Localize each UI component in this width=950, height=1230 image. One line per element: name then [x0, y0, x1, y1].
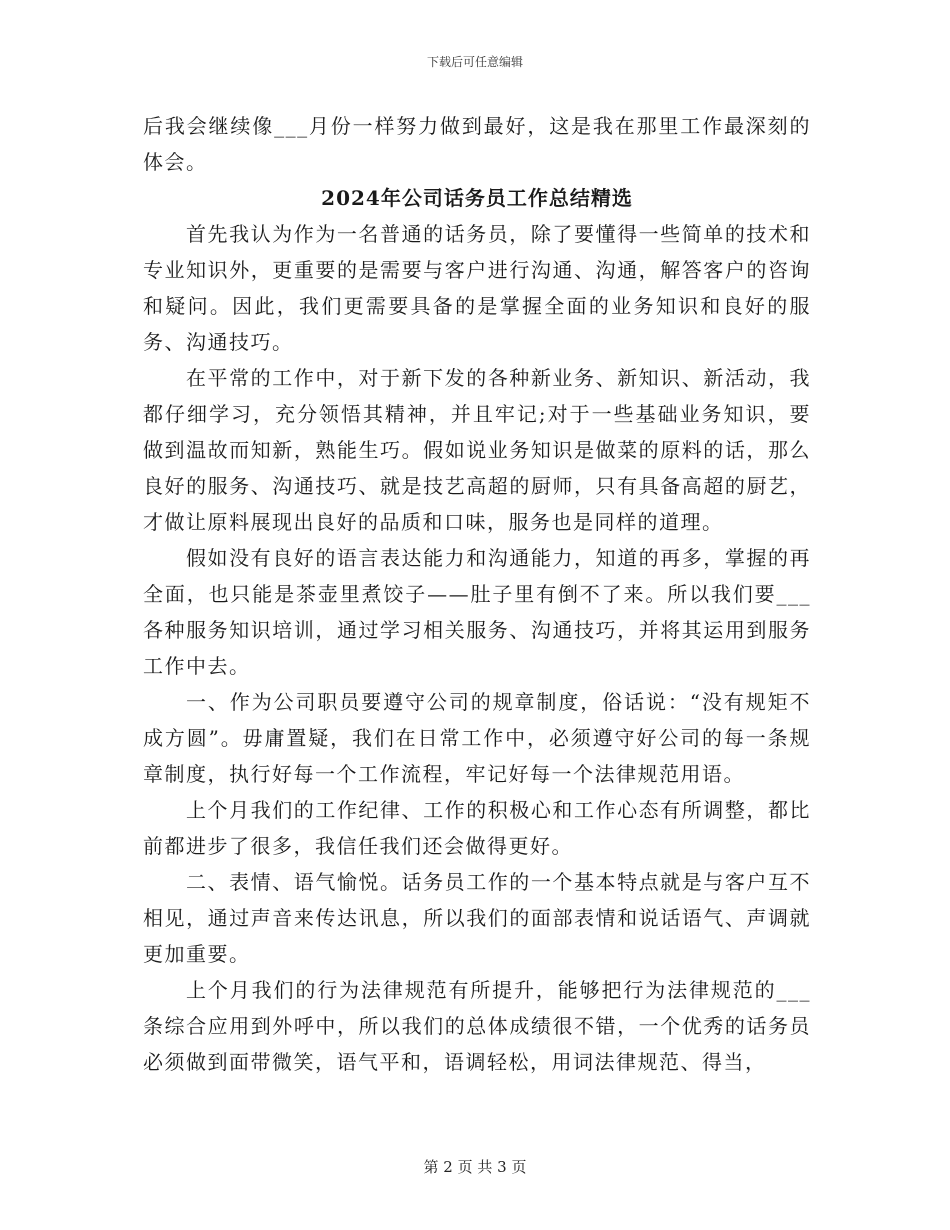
paragraph: 上个月我们的工作纪律、工作的积极心和工作心态有所调整，都比前都进步了很多，我信任我们还会做得更好。	[143, 798, 811, 858]
paragraph: 首先我认为作为一名普通的话务员，除了要懂得一些简单的技术和专业知识外，更重要的是需要与客户进行沟通、沟通，解答客户的咨询和疑问。因此，我们更需要具备的是掌握全面的业务知识和良好的服务、沟通技巧。	[143, 222, 811, 354]
intro-fragment: 后我会继续像___月份一样努力做到最好，这是我在那里工作最深刻的体会。	[143, 114, 811, 174]
document-body	[143, 108, 811, 1080]
header-note: 下载后可任意编辑	[426, 55, 523, 69]
paragraph: 二、表情、语气愉悦。话务员工作的一个基本特点就是与客户互不相见，通过声音来传达讯息，所以我们的面部表情和说话语气、声调就更加重要。	[143, 870, 811, 966]
paragraph: 一、作为公司职员要遵守公司的规章制度，俗话说：“没有规矩不成方圆”。毋庸置疑，我们在日常工作中，必须遵守好公司的每一条规章制度，执行好每一个工作流程，牢记好每一个法律规范用语。	[143, 690, 811, 786]
document-title: 2024年公司话务员工作总结精选	[321, 186, 633, 210]
paragraph: 在平常的工作中，对于新下发的各种新业务、新知识、新活动，我都仔细学习，充分领悟其精神，并且牢记;对于一些基础业务知识，要做到温故而知新，熟能生巧。假如说业务知识是做菜的原料的话，那么良好的服务、沟通技巧、就是技艺高超的厨师，只有具备高超的厨艺，才做让原料展现出良好的品质和口味，服务也是同样的道理。	[143, 366, 811, 534]
page-number: 第 2 页 共 3 页	[423, 1158, 527, 1176]
paragraph: 假如没有良好的语言表达能力和沟通能力，知道的再多，掌握的再全面，也只能是茶壶里煮饺子——肚子里有倒不了来。所以我们要___各种服务知识培训，通过学习相关服务、沟通技巧，并将其运用到服务工作中去。	[143, 546, 811, 678]
paragraph: 上个月我们的行为法律规范有所提升，能够把行为法律规范的___条综合应用到外呼中，所以我们的总体成绩很不错，一个优秀的话务员必须做到面带微笑，语气平和，语调轻松，用词法律规范、得当，	[143, 978, 811, 1074]
